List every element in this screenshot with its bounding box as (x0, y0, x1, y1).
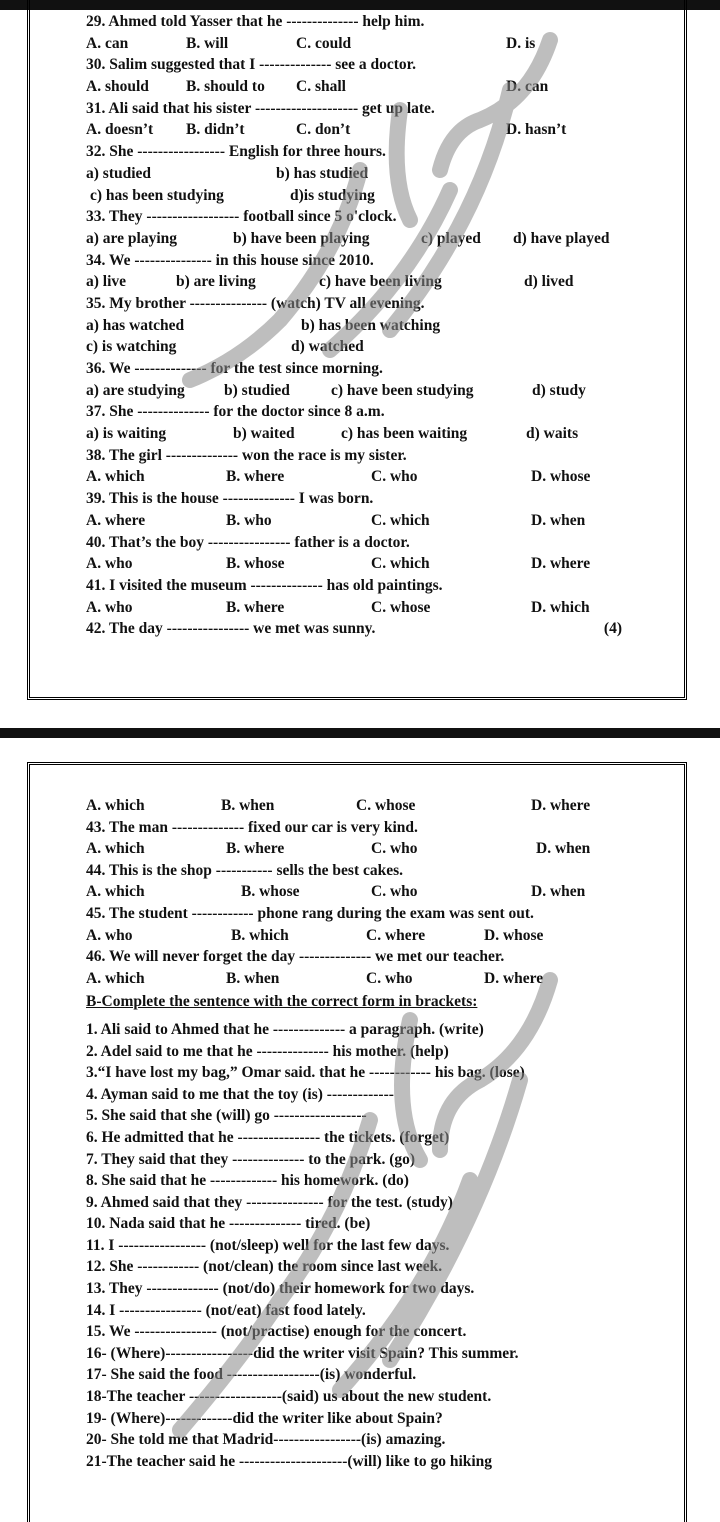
completion-line: 7. They said that they -------------- to the park. (go) (86, 1150, 416, 1168)
answer-options-row (86, 119, 646, 141)
question-line: 32. She ----------------- English for three hours. (86, 143, 386, 161)
answer-option: A. where (86, 511, 146, 529)
answer-option: c) have been studying (331, 381, 474, 399)
answer-option: b) waited (233, 425, 295, 443)
answer-option: a) studied (86, 164, 152, 182)
question-line: 31. Ali said that his sister -------------------- get up late. (86, 99, 435, 117)
answer-option: B. where (226, 598, 285, 616)
answer-option: D. whose (484, 926, 544, 944)
answer-option: C. whose (371, 598, 431, 616)
answer-option: a) are playing (86, 229, 177, 247)
answer-option: B. didn’t (186, 121, 245, 139)
answer-option: C. who (371, 468, 418, 486)
answer-option: c) played (421, 229, 481, 247)
question-line: 43. The man -------------- fixed our car is very kind. (86, 818, 418, 836)
answer-options-row (86, 597, 646, 619)
completion-line: 9. Ahmed said that they --------------- for the test. (study) (86, 1193, 453, 1211)
question-line: 34. We --------------- in this house since 2010. (86, 251, 374, 269)
completion-line: 15. We ---------------- (not/practise) enough for the concert. (86, 1323, 467, 1341)
answer-option: B. who (226, 511, 272, 529)
answer-option: A. which (86, 969, 145, 987)
question-line: 29. Ahmed told Yasser that he -------------- help him. (86, 13, 425, 30)
answer-option: D. whose (531, 468, 591, 486)
completion-line: 18-The teacher ------------------(said) us about the new student. (86, 1388, 492, 1406)
answer-option: A. should (86, 78, 149, 96)
answer-option: D. can (506, 78, 549, 96)
question-line: 36. We -------------- for the test since morning. (86, 360, 383, 377)
answer-option: D. when (536, 840, 591, 858)
completion-line: 6. He admitted that he ---------------- the tickets. (forget) (86, 1128, 450, 1146)
answer-options-row (86, 271, 646, 293)
answer-option: c) has been studying (90, 186, 224, 204)
question-line: 41. I visited the museum -------------- has old paintings. (86, 576, 443, 594)
question-line: 39. This is the house -------------- I was born. (86, 490, 374, 508)
answer-option: c) has been waiting (341, 425, 468, 443)
answer-option: A. which (86, 468, 145, 486)
question-line: 38. The girl -------------- won the race is my sister. (86, 446, 407, 464)
section-b-heading: B-Complete the sentence with the correct form in brackets: (86, 993, 478, 1011)
answer-option: D. is (506, 34, 536, 52)
answer-option: C. which (371, 511, 430, 529)
completion-line: 13. They -------------- (not/do) their homework for two days. (86, 1280, 475, 1298)
answer-option: C. shall (296, 78, 346, 96)
completion-line: 1. Ali said to Ahmed that he -------------- a paragraph. (write) (86, 1020, 484, 1038)
worksheet-page-1 (86, 11, 646, 640)
answer-option: b) has been watching (301, 316, 441, 334)
answer-option: c) is watching (86, 338, 177, 356)
page-separator-bar (0, 728, 720, 738)
answer-option: D. hasn’t (506, 121, 567, 139)
answer-option: d) study (532, 381, 586, 399)
answer-option: d) lived (524, 273, 574, 291)
answer-option: b) studied (224, 381, 290, 399)
completion-line: 14. I ---------------- (not/eat) fast food lately. (86, 1301, 366, 1319)
answer-option: d) have played (513, 229, 610, 247)
question-line: 30. Salim suggested that I -------------- see a doctor. (86, 56, 417, 74)
answer-option: D. when (531, 511, 586, 529)
completion-line: 10. Nada said that he -------------- tired. (be) (86, 1215, 371, 1233)
answer-option: C. who (371, 840, 418, 858)
answer-option: b) have been playing (233, 229, 370, 247)
answer-options-row (86, 423, 646, 445)
answer-option: d) watched (291, 338, 364, 356)
question-line: 37. She -------------- for the doctor since 8 a.m. (86, 403, 385, 421)
question-line: 42. The day ---------------- we met was sunny. (4) (86, 618, 646, 640)
completion-line: 5. She said that she (will) go ------------------ (86, 1107, 367, 1125)
completion-line: 19- (Where)-------------did the writer like about Spain? (86, 1409, 443, 1427)
answer-option: b) are living (176, 273, 256, 291)
completion-line: 20- She told me that Madrid-----------------(is) amazing. (86, 1431, 446, 1449)
answer-option: B. whose (241, 883, 300, 901)
completion-line: 3.“I have lost my bag,” Omar said. that he ------------ his bag. (lose) (86, 1064, 525, 1082)
answer-option: C. where (366, 926, 426, 944)
answer-option: a) has watched (86, 316, 185, 334)
completion-line: 11. I ----------------- (not/sleep) well for the last few days. (86, 1236, 450, 1254)
answer-option: a) live (86, 273, 127, 291)
answer-options-row (86, 336, 646, 358)
answer-options-row (86, 228, 646, 250)
answer-option: B. when (226, 969, 280, 987)
answer-option: B. when (221, 797, 275, 814)
completion-line: 16- (Where)-----------------did the writer visit Spain? This summer. (86, 1344, 519, 1362)
answer-option: B. whose (226, 555, 285, 573)
answer-option: C. don’t (296, 121, 351, 139)
answer-option: c) have been living (319, 273, 442, 291)
answer-option: B. where (226, 468, 285, 486)
answer-options-row (86, 510, 646, 532)
answer-option: a) are studying (86, 381, 185, 399)
answer-option: D. when (531, 883, 586, 901)
completion-line: 17- She said the food ------------------(is) wonderful. (86, 1366, 417, 1384)
answer-options-row (86, 838, 646, 860)
answer-option: D. where (484, 969, 544, 987)
answer-options-row (86, 33, 646, 55)
answer-option: A. who (86, 555, 133, 573)
answer-option: b) has studied (276, 164, 369, 182)
question-line: 45. The student ------------ phone rang during the exam was sent out. (86, 904, 534, 922)
answer-option: A. which (86, 797, 145, 814)
answer-option: B. will (186, 34, 229, 52)
page-number: (4) (603, 620, 622, 638)
answer-option: A. who (86, 926, 133, 944)
answer-options-row (86, 315, 646, 337)
answer-option: d) waits (526, 425, 579, 443)
question-line: 33. They ------------------ football since 5 o'clock. (86, 208, 397, 226)
answer-option: D. which (531, 598, 590, 616)
answer-options-row (86, 968, 646, 990)
answer-options-row (86, 466, 646, 488)
answer-option: D. where (531, 797, 591, 814)
question-line: 46. We will never forget the day -------------- we met our teacher. (86, 948, 505, 966)
question-line: 44. This is the shop ----------- sells the best cakes. (86, 861, 404, 879)
completion-line: 4. Ayman said to me that the toy (is) ------------- (86, 1085, 394, 1103)
answer-option: A. which (86, 840, 145, 858)
answer-options-row (86, 163, 646, 185)
answer-option: A. which (86, 883, 145, 901)
answer-options-row (86, 925, 646, 947)
answer-options-row (86, 76, 646, 98)
answer-option: B. should to (186, 78, 265, 96)
answer-option: C. who (366, 969, 413, 987)
completion-line: 12. She ------------ (not/clean) the room since last week. (86, 1258, 443, 1276)
answer-option: d)is studying (290, 186, 375, 204)
answer-option: C. which (371, 555, 430, 573)
answer-option: C. could (296, 34, 352, 52)
answer-option: A. doesn’t (86, 121, 154, 139)
answer-option: a) is waiting (86, 425, 167, 443)
completion-line: 8. She said that he ------------- his homework. (do) (86, 1172, 409, 1190)
answer-option: C. whose (356, 797, 416, 814)
answer-options-row (86, 553, 646, 575)
question-line: 40. That’s the boy ---------------- father is a doctor. (86, 533, 410, 551)
question-line: 35. My brother --------------- (watch) TV all evening. (86, 294, 425, 312)
answer-options-row (86, 185, 646, 207)
answer-options-row (86, 795, 646, 817)
completion-line: 21-The teacher said he ---------------------(will) like to go hiking (86, 1452, 493, 1470)
answer-option: B. which (231, 926, 289, 944)
answer-options-row (86, 380, 646, 402)
answer-option: C. who (371, 883, 418, 901)
answer-option: A. who (86, 598, 133, 616)
completion-line: 2. Adel said to me that he -------------- his mother. (help) (86, 1042, 449, 1060)
answer-option: A. can (86, 34, 129, 52)
worksheet-page-2 (86, 795, 646, 1472)
answer-option: D. where (531, 555, 591, 573)
answer-option: B. where (226, 840, 285, 858)
answer-options-row (86, 881, 646, 903)
